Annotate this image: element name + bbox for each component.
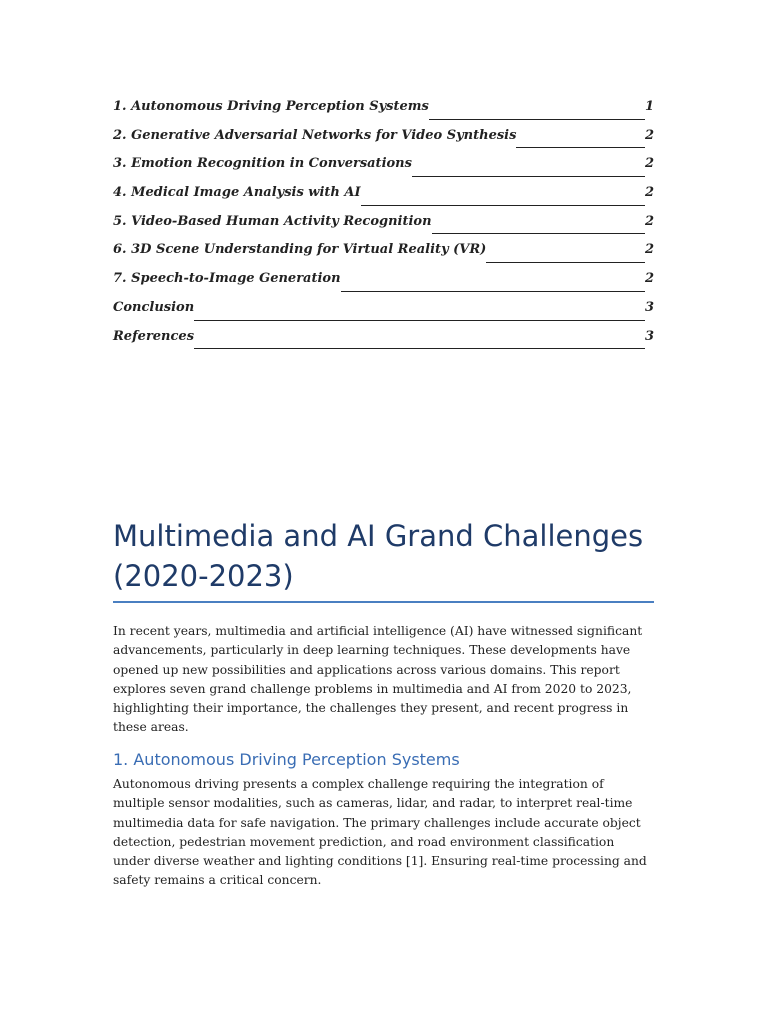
toc-entry-text: 6. 3D Scene Understanding for Virtual Reality (VR) bbox=[113, 242, 487, 258]
toc-entry-4[interactable] bbox=[113, 185, 654, 214]
toc-page-number: 2 bbox=[644, 271, 654, 287]
toc-entry-references[interactable] bbox=[113, 329, 654, 358]
toc-entry-text: Conclusion bbox=[113, 299, 195, 315]
toc-entry-text: 3. Emotion Recognition in Conversations bbox=[113, 156, 412, 172]
toc-page-number: 2 bbox=[644, 156, 654, 172]
toc-entry-6[interactable] bbox=[113, 242, 654, 271]
toc-entry-text: 1. Autonomous Driving Perception Systems bbox=[113, 99, 429, 114]
toc-entry-text: 5. Video-Based Human Activity Recognition bbox=[113, 213, 432, 229]
toc-leader-line bbox=[341, 291, 645, 292]
toc-entry-text: 2. Generative Adversarial Networks for Video Synthesis bbox=[113, 127, 517, 143]
toc-leader-line bbox=[194, 348, 645, 349]
toc-page-number: 2 bbox=[644, 185, 654, 201]
toc-entry-7[interactable] bbox=[113, 271, 654, 300]
toc-leader-line bbox=[486, 262, 645, 263]
toc-entry-text: 7. Speech-to-Image Generation bbox=[113, 271, 341, 287]
toc-leader-line bbox=[429, 119, 645, 120]
table-of-contents bbox=[113, 99, 654, 357]
toc-leader-line bbox=[516, 147, 645, 148]
document-title: Multimedia and AI Grand Challenges (2020-2023) bbox=[113, 519, 644, 593]
toc-page-number: 1 bbox=[644, 99, 654, 114]
toc-entry-5[interactable] bbox=[113, 214, 654, 243]
toc-entry-2[interactable] bbox=[113, 128, 654, 157]
toc-entry-3[interactable] bbox=[113, 156, 654, 185]
toc-leader-line bbox=[412, 176, 645, 177]
toc-entry-text: References bbox=[113, 328, 195, 344]
toc-page-number: 2 bbox=[644, 242, 654, 258]
toc-leader-line bbox=[432, 233, 645, 234]
toc-page-number: 2 bbox=[644, 213, 654, 229]
toc-page-number: 2 bbox=[644, 127, 654, 143]
toc-leader-line bbox=[194, 320, 645, 321]
section-body-1: Autonomous driving presents a complex challenge requiring the integration of multiple sensor modalities, such as cameras, lidar, and radar, to interpret real-time multimedia data for safe navigation. The primary challenges include accurate object detection, pedestrian movement prediction, and road environment classification under diverse weather and lighting conditions [1]. Ensuring real-time processing and safety remains a critical concern. bbox=[113, 777, 647, 888]
toc-page-number: 3 bbox=[644, 328, 654, 344]
section-heading-1: 1. Autonomous Driving Perception Systems bbox=[113, 750, 460, 769]
toc-entry-conclusion[interactable] bbox=[113, 300, 654, 329]
intro-paragraph: In recent years, multimedia and artificial intelligence (AI) have witnessed significant advancements, particularly in deep learning techniques. These developments have opened up new possibilities and applications across various domains. This report explores seven grand challenge problems in multimedia and AI from 2020 to 2023, highlighting their importance, the challenges they present, and recent progress in these areas. bbox=[113, 624, 643, 735]
toc-leader-line bbox=[361, 205, 645, 206]
toc-entry-text: 4. Medical Image Analysis with AI bbox=[113, 185, 361, 201]
toc-entry-1[interactable] bbox=[113, 99, 654, 128]
toc-page-number: 3 bbox=[644, 299, 654, 315]
title-underline-rule bbox=[113, 601, 654, 603]
